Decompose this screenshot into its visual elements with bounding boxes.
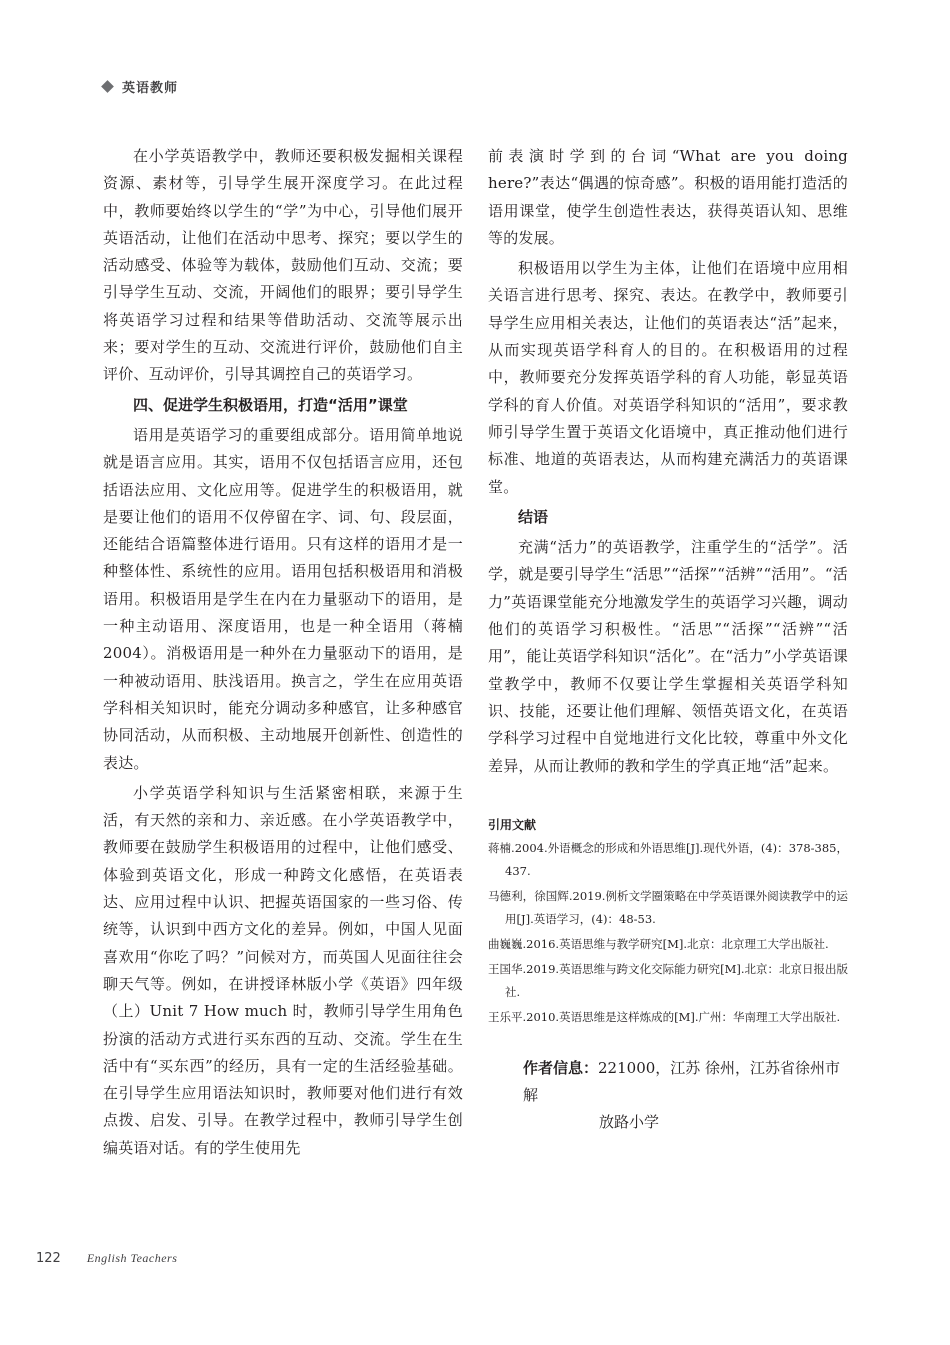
reference-item: 马德利，徐国辉.2019.例析文学圈策略在中学英语课外阅读教学中的运用[J].英语学习，(4)：48-53. (488, 888, 848, 926)
left-paragraph-2: 语用是英语学习的重要组成部分。语用简单地说就是语言应用。其实，语用不仅包括语言应用，还包括语法应用、文化应用等。促进学生的积极语用，就是要让他们的语用不仅停留在字、词、句、段层面，还能结合语篇整体进行语用。只有这样的语用才是一种整体性、系统性的应用。语用包括积极语用和消极语用。积极语用是学生在内在力量驱动下的语用，是一种主动语用、深度语用，也是一种全语用（蒋楠 2004）。消极语用是一种外在力量驱动下的语用，是一种被动语用、肤浅语用。换言之，学生在应用英语学科相关知识时，能充分调动多种感官，让多种感官协同活动，从而积极、主动地展开创新性、创造性的表达。 (103, 425, 463, 772)
reference-item: 王国华.2019.英语思维与跨文化交际能力研究[M].北京：北京日报出版社. (488, 961, 848, 999)
author-info-label: 作者信息： (523, 1058, 599, 1077)
journal-header-title: 英语教师 (122, 81, 179, 96)
references-title: 引用文献 (488, 817, 537, 832)
left-paragraph-1: 在小学英语教学中，教师还要积极发掘相关课程资源、素材等，引导学生展开深度学习。在此过程中，教师要始终以学生的“学”为中心，引导他们展开英语活动，让他们在活动中思考、探究；要以学生的活动感受、体验等为载体，鼓励他们互动、交流；要引导学生互动、交流，开阔他们的眼界；要引导学生将英语学习过程和结果等借助活动、交流等展示出来；要对学生的互动、交流进行评价，鼓励他们自主评价、互动评价，引导其调控自己的英语学习。 (103, 147, 463, 384)
conclusion-paragraph: 充满“活力”的英语教学，注重学生的“活学”。活学，就是要引导学生“活思”“活探”“活辨”“活用”。“活力”英语课堂能充分地激发学生的英语学习兴趣，调动他们的英语学习积极性。“活思”“活探”“活辨”“活用”，能让英语学科知识“活化”。在“活力”小学英语课堂教学中，教师不仅要让学生掌握相关英语学科知识、技能，还要让他们理解、领悟英语文化，在英语学科学习过程中自觉地进行文化比较，尊重中外文化差异，从而让教师的教和学生的学真正地“活”起来。 (488, 538, 848, 775)
diamond-icon (101, 80, 114, 93)
right-column (488, 143, 848, 1136)
reference-item: 曲巍巍.2016.英语思维与教学研究[M].北京：北京理工大学出版社. (488, 936, 829, 951)
author-info-address-line2: 放路小学 (599, 1112, 660, 1131)
conclusion-heading: 结语 (518, 507, 549, 526)
page-footer (36, 1251, 177, 1266)
reference-item: 王乐平.2010.英语思维是这样炼成的[M].广州：华南理工大学出版社. (488, 1009, 841, 1024)
left-paragraph-3: 小学英语学科知识与生活紧密相联，来源于生活，有天然的亲和力、亲近感。在小学英语教学中，教师要在鼓励学生积极语用的过程中，让他们感受、体验到英语文化，形成一种跨文化感悟，在英语表达、应用过程中认识、把握英语国家的一些习俗、传统等，认识到中西方文化的差异。例如，中国人见面喜欢用“你吃了吗？”问候对方，而英国人见面往往会聊天气等。例如，在讲授译林版小学《英语》四年级（上）Unit 7 How much 时，教师引导学生用角色扮演的活动方式进行买东西的互动、交流。学生在生活中有“买东西”的经历，具有一定的生活经验基础。在引导学生应用语法知识时，教师要对他们进行有效点拨、启发、引导。在教学过程中，教师引导学生创编英语对话。有的学生使用先 (103, 783, 463, 1157)
references-list (488, 837, 848, 1029)
running-header (103, 77, 178, 96)
author-info (488, 1055, 848, 1136)
footer-journal-name: English Teachers (86, 1251, 178, 1265)
left-column (103, 143, 463, 1162)
page-number: 122 (36, 1251, 61, 1266)
right-paragraph-continued: 前表演时学到的台词“What are you doing here?”表达“偶遇的惊奇感”。积极的语用能打造活的语用课堂，使学生创造性表达，获得英语认知、思维等的发展。 (488, 147, 848, 247)
author-info-address: 221000，江苏 徐州，江苏省徐州市解 (523, 1058, 841, 1104)
right-paragraph-2: 积极语用以学生为主体，让他们在语境中应用相关语言进行思考、探究、表达。在教学中，教师要引导学生应用相关表达，让他们的英语表达“活”起来，从而实现英语学科育人的目的。在积极语用的过程中，教师要充分发挥英语学科的育人功能，彰显英语学科的育人价值。对英语学科知识的“活用”，要求教师引导学生置于英语文化语境中，真正推动他们进行标准、地道的英语表达，从而构建充满活力的英语课堂。 (488, 259, 848, 496)
reference-item: 蒋楠.2004.外语概念的形成和外语思维[J].现代外语，(4)：378-385，437. (488, 840, 848, 878)
section-heading-4: 四、促进学生积极语用，打造“活用”课堂 (133, 395, 408, 414)
